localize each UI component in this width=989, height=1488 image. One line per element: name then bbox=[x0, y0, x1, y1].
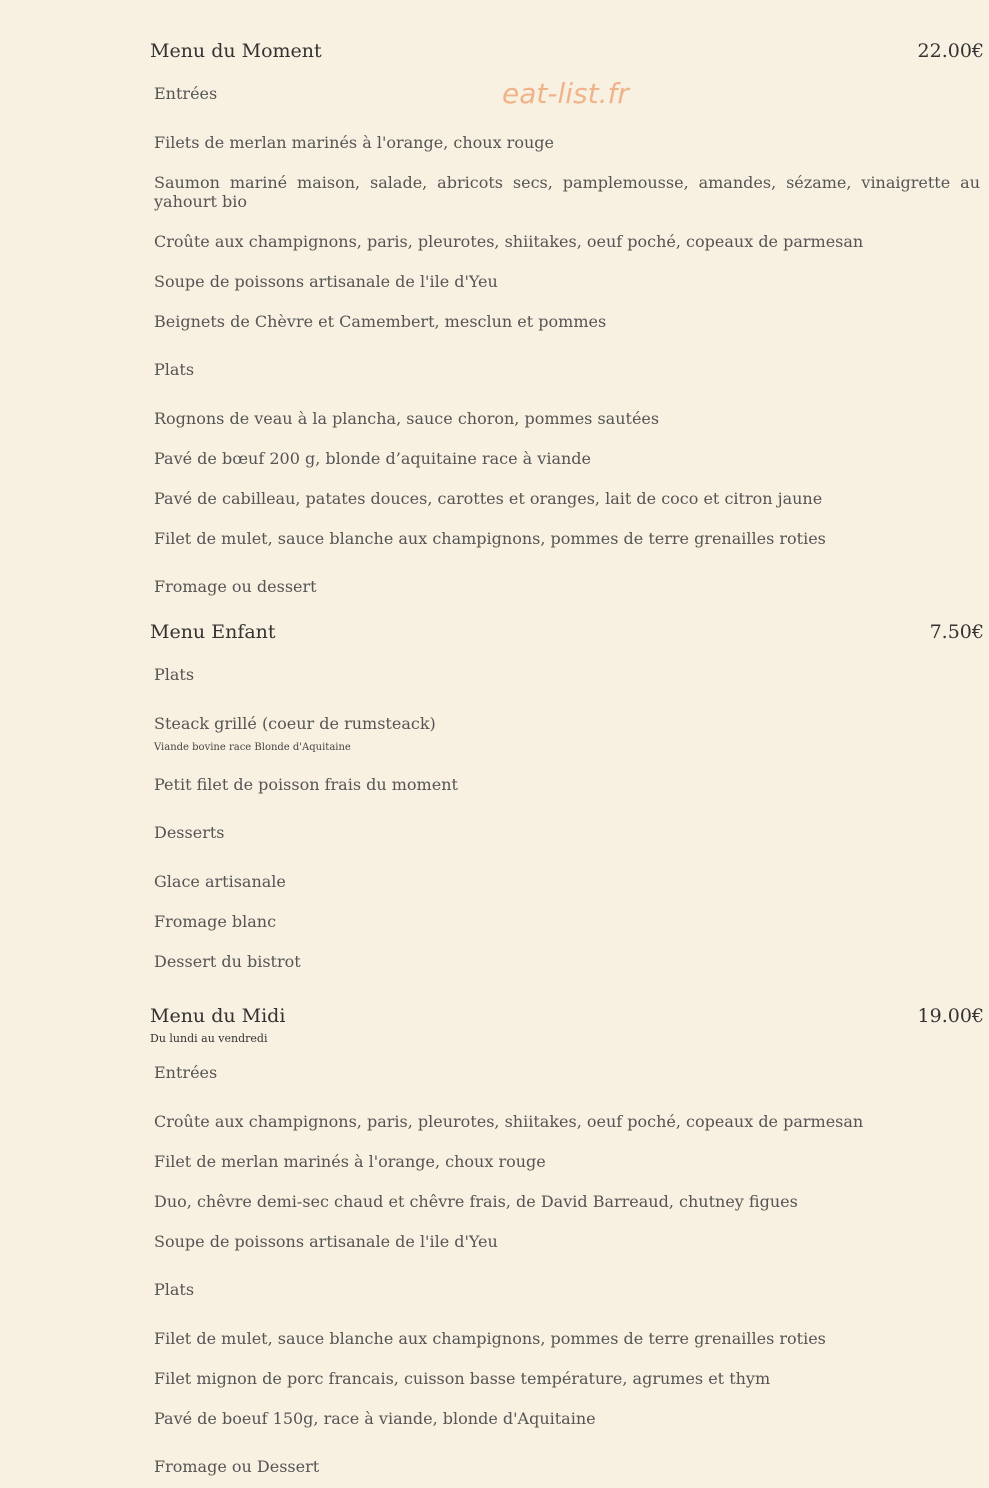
dish-item: Soupe de poissons artisanale de l'ile d'Yeu bbox=[154, 272, 498, 291]
menu-subtitle: Du lundi au vendredi bbox=[150, 1032, 268, 1045]
menu-header-midi bbox=[150, 1002, 984, 1030]
dish-item: Filet de mulet, sauce blanche aux champignons, pommes de terre grenailles roties bbox=[154, 529, 826, 548]
dish-item: Fromage blanc bbox=[154, 912, 277, 931]
watermark-logo: eat-list.fr bbox=[502, 77, 629, 110]
menu-title: Menu du Midi bbox=[150, 1005, 286, 1027]
dish-item: Steack grillé (coeur de rumsteack) bbox=[154, 714, 436, 733]
dish-item: Filets de merlan marinés à l'orange, choux rouge bbox=[154, 133, 554, 152]
section-heading-fromage-dessert: Fromage ou Dessert bbox=[154, 1457, 320, 1476]
menu-title: Menu du Moment bbox=[150, 40, 322, 62]
section-heading-plats: Plats bbox=[154, 360, 195, 379]
dish-item: Duo, chêvre demi-sec chaud et chêvre frais, de David Barreaud, chutney figues bbox=[154, 1192, 798, 1211]
dish-item: Soupe de poissons artisanale de l'ile d'Yeu bbox=[154, 1232, 498, 1251]
dish-item: Filet de mulet, sauce blanche aux champignons, pommes de terre grenailles roties bbox=[154, 1329, 826, 1348]
dish-item: Dessert du bistrot bbox=[154, 952, 301, 971]
dish-item: Pavé de bœuf 200 g, blonde d’aquitaine race à viande bbox=[154, 449, 591, 468]
section-heading-plats: Plats bbox=[154, 665, 195, 684]
dish-item: Filet de merlan marinés à l'orange, choux rouge bbox=[154, 1152, 546, 1171]
menu-header-moment bbox=[150, 37, 984, 65]
section-heading-fromage-dessert: Fromage ou dessert bbox=[154, 577, 317, 596]
section-heading-entrees: Entrées bbox=[154, 1063, 218, 1082]
menu-title: Menu Enfant bbox=[150, 621, 276, 643]
section-heading-desserts: Desserts bbox=[154, 823, 225, 842]
menu-price: 19.00€ bbox=[917, 1005, 984, 1027]
dish-item: Beignets de Chèvre et Camembert, mesclun et pommes bbox=[154, 312, 607, 331]
dish-item: Glace artisanale bbox=[154, 872, 286, 891]
dish-item: Petit filet de poisson frais du moment bbox=[154, 775, 458, 794]
dish-item: Rognons de veau à la plancha, sauce choron, pommes sautées bbox=[154, 409, 660, 428]
dish-note: Viande bovine race Blonde d'Aquitaine bbox=[154, 742, 351, 753]
menu-price: 7.50€ bbox=[929, 621, 984, 643]
dish-item: Pavé de cabilleau, patates douces, carottes et oranges, lait de coco et citron jaune bbox=[154, 489, 823, 508]
dish-item: Saumon mariné maison, salade, abricots secs, pamplemousse, amandes, sézame, vinaigrette au yahourt bio bbox=[154, 173, 980, 211]
section-heading-plats: Plats bbox=[154, 1280, 195, 1299]
dish-item: Croûte aux champignons, paris, pleurotes, shiitakes, oeuf poché, copeaux de parmesan bbox=[154, 232, 864, 251]
dish-item: Filet mignon de porc francais, cuisson basse température, agrumes et thym bbox=[154, 1369, 771, 1388]
section-heading-entrees: Entrées bbox=[154, 84, 218, 103]
dish-item: Croûte aux champignons, paris, pleurotes, shiitakes, oeuf poché, copeaux de parmesan bbox=[154, 1112, 864, 1131]
menu-price: 22.00€ bbox=[917, 40, 984, 62]
dish-item: Pavé de boeuf 150g, race à viande, blonde d'Aquitaine bbox=[154, 1409, 596, 1428]
menu-header-enfant bbox=[150, 618, 984, 646]
